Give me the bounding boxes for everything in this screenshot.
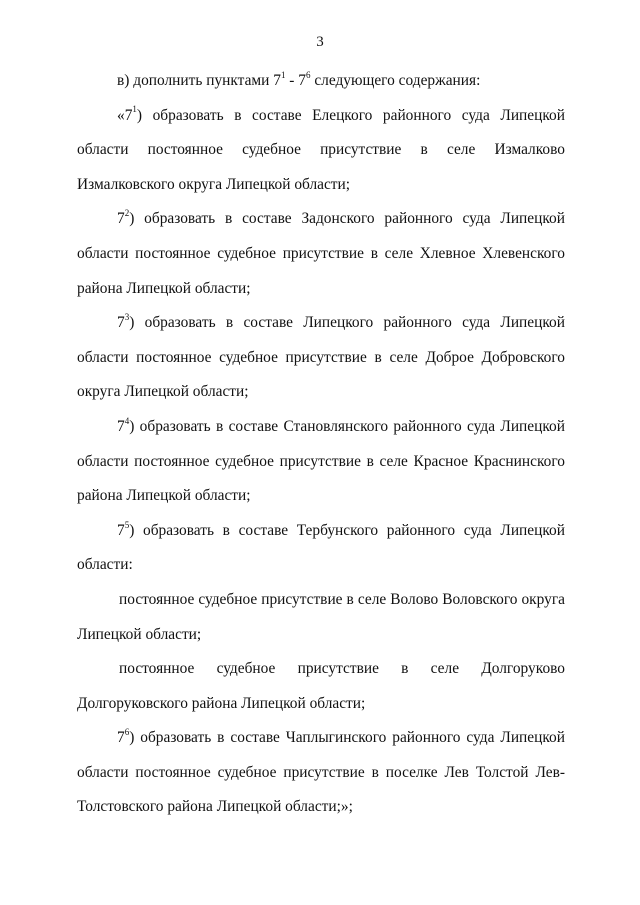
paragraph-7-5-sub-a-line2	[77, 618, 565, 653]
paragraph-7-5	[77, 514, 565, 549]
paragraph-7-6-line3	[77, 790, 565, 825]
line-text: округа Липецкой области;	[77, 383, 249, 401]
line-text: ) образовать в составе Становлянского районного суда Липецкой	[129, 417, 565, 435]
page-number: 3	[316, 34, 324, 50]
item-number: «7	[117, 106, 133, 124]
superscript: 4	[124, 415, 130, 426]
paragraph-7-5-sub-b	[77, 652, 565, 687]
line-text: ) образовать в составе Чаплыгинского районного суда Липецкой	[129, 729, 565, 747]
line-text: области постоянное судебное присутствие в селе Доброе Добровского	[77, 348, 565, 366]
paragraph-7-6	[77, 721, 565, 756]
superscript: 2	[124, 208, 130, 219]
superscript: 3	[124, 312, 130, 323]
line-text: ) образовать в составе Тербунского районного суда Липецкой	[129, 521, 565, 539]
paragraph-7-4	[77, 410, 565, 445]
superscript: 6	[305, 69, 311, 80]
line-text: района Липецкой области;	[77, 487, 251, 505]
line-text: постоянное судебное присутствие в селе Долгоруково	[119, 660, 565, 678]
line-text: района Липецкой области;	[77, 279, 251, 297]
paragraph-7-5-line2	[77, 548, 565, 583]
paragraph-7-3-line2	[77, 341, 565, 376]
intro-text: в) дополнить пунктами 7	[117, 72, 281, 89]
line-text: Липецкой области;	[77, 625, 202, 643]
item-number: 7	[117, 314, 125, 332]
line-text: области постоянное судебное присутствие в селе Хлевное Хлевенского	[77, 244, 565, 262]
paragraph-7-3-line3	[77, 375, 565, 410]
paragraph-7-1	[77, 99, 565, 134]
line-text: области:	[77, 556, 133, 574]
line-text: Толстовского района Липецкой области;»;	[77, 798, 353, 816]
paragraph-7-5-sub-b-line2	[77, 687, 565, 722]
paragraph-7-1-line3	[77, 168, 565, 203]
superscript: 1	[132, 104, 137, 115]
intro-text: - 7	[285, 72, 306, 89]
paragraph-7-6-line2	[77, 756, 565, 791]
line-text: области постоянное судебное присутствие в поселке Лев Толстой Лев-	[77, 763, 565, 781]
intro-text: следующего содержания:	[310, 72, 481, 89]
paragraph-7-2	[77, 202, 565, 237]
item-number: 7	[117, 417, 125, 435]
item-number: 7	[117, 729, 125, 747]
superscript: 5	[124, 519, 130, 530]
paragraph-intro	[77, 64, 565, 99]
paragraph-7-4-line3	[77, 479, 565, 514]
superscript: 6	[124, 727, 130, 738]
item-number: 7	[117, 210, 125, 228]
line-text: области постоянное судебное присутствие в селе Красное Краснинского	[77, 452, 565, 470]
line-text: области постоянное судебное присутствие в селе Измалково	[77, 141, 565, 159]
paragraph-7-1-line2	[77, 133, 565, 168]
item-number: 7	[117, 521, 125, 539]
superscript: 1	[280, 69, 286, 80]
line-text: постоянное судебное присутствие в селе Волово Воловского округа	[119, 590, 565, 608]
document-body	[77, 64, 565, 825]
line-text: Измалковского округа Липецкой области;	[77, 175, 351, 193]
line-text: Долгоруковского района Липецкой области;	[77, 694, 366, 712]
paragraph-7-2-line2	[77, 237, 565, 272]
line-text: ) образовать в составе Задонского районного суда Липецкой	[129, 210, 565, 228]
paragraph-7-2-line3	[77, 272, 565, 307]
line-text: ) образовать в составе Липецкого районного суда Липецкой	[129, 314, 565, 332]
paragraph-7-5-sub-a	[77, 583, 565, 618]
paragraph-7-4-line2	[77, 445, 565, 480]
paragraph-7-3	[77, 306, 565, 341]
line-text: ) образовать в составе Елецкого районного суда Липецкой	[136, 106, 565, 124]
